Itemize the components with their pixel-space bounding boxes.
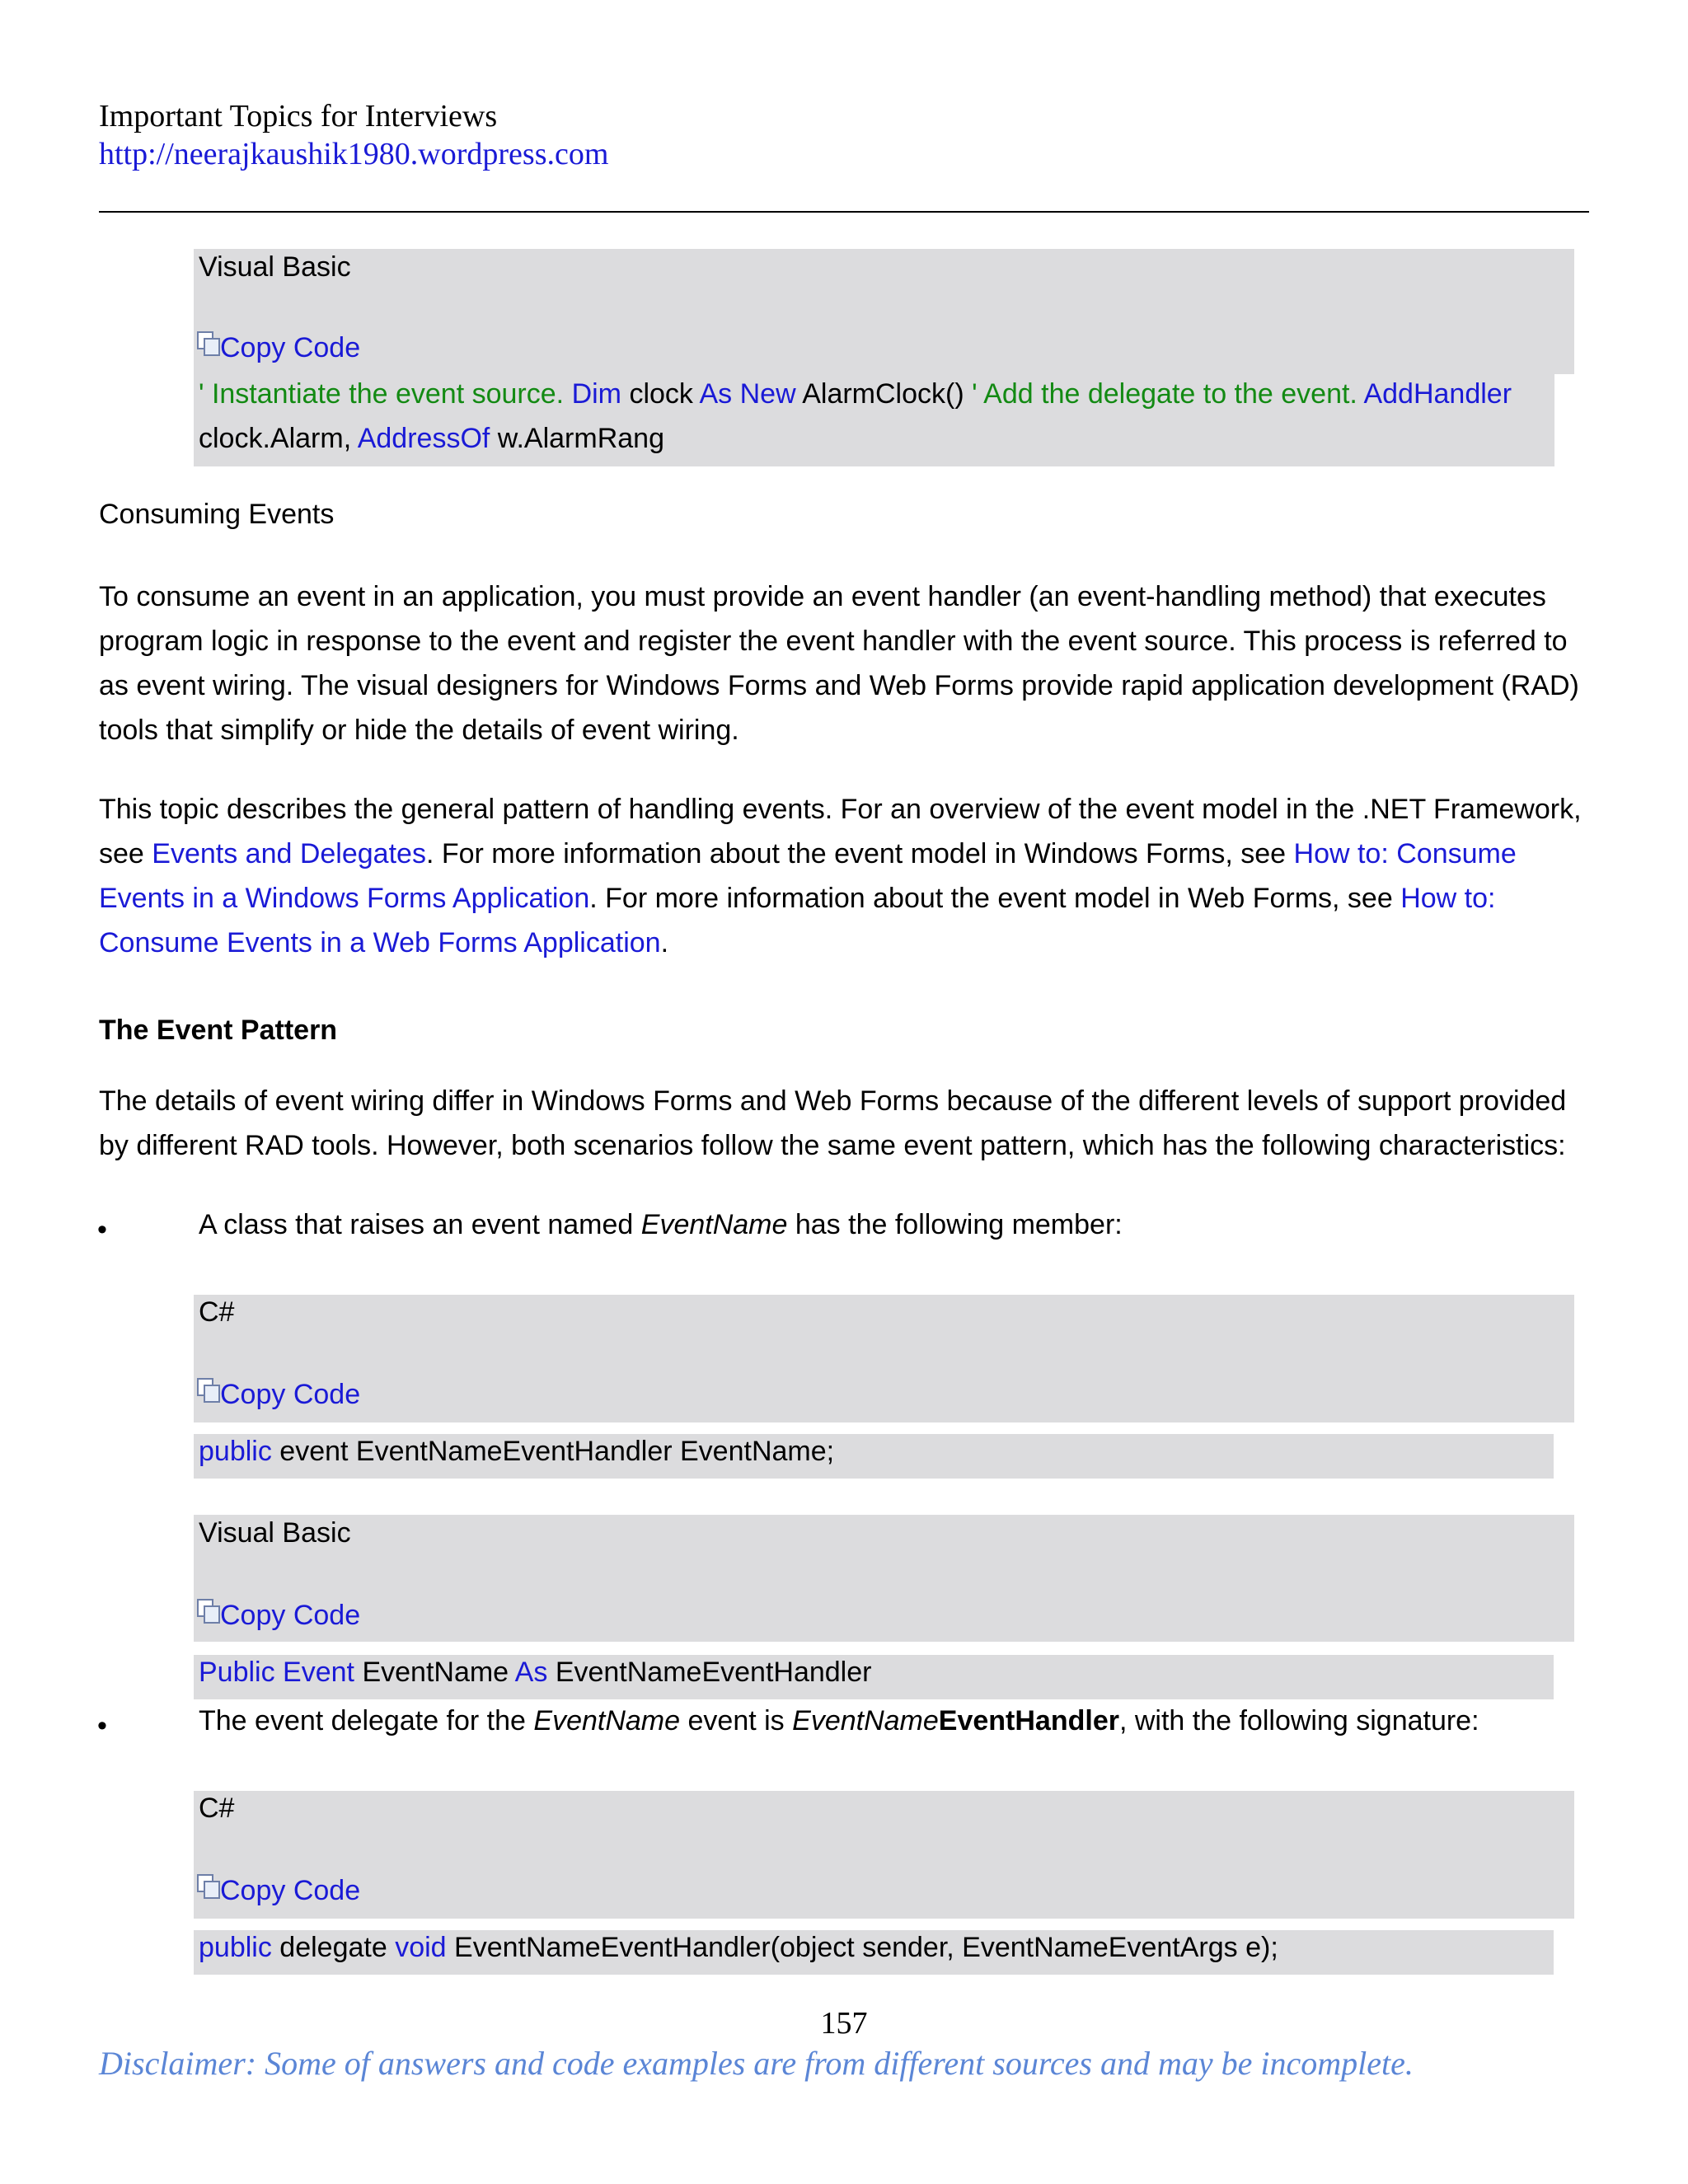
copy-icon xyxy=(197,1599,218,1622)
header-url-link[interactable]: http://neerajkaushik1980.wordpress.com xyxy=(99,137,609,171)
footer-disclaimer: Disclaimer: Some of answers and code examples are from different sources and may be incomplete. xyxy=(99,2045,1414,2082)
paragraph-text: . For more information about the event model in Web Forms, see xyxy=(589,883,1393,914)
copy-code-button[interactable] xyxy=(197,1874,360,1907)
code-line xyxy=(199,372,1512,416)
copy-code-label: Copy Code xyxy=(220,1875,361,1906)
code-text: clock.Alarm, xyxy=(199,423,352,454)
link-events-and-delegates[interactable]: Events and Delegates xyxy=(152,838,426,869)
copy-code-label: Copy Code xyxy=(220,1379,361,1410)
copy-code-button[interactable] xyxy=(197,331,360,364)
bullet-marker: • xyxy=(97,1214,107,1245)
code-keyword: AddHandler xyxy=(1363,378,1512,410)
code-line xyxy=(199,416,664,461)
copy-icon xyxy=(197,1378,218,1401)
copy-code-button[interactable] xyxy=(197,1378,360,1411)
code-keyword: Dim xyxy=(571,378,621,410)
section-title: Consuming Events xyxy=(99,499,335,530)
code-block-header-vb xyxy=(194,1515,1574,1642)
paragraph-text: . xyxy=(660,927,669,958)
code-line xyxy=(199,1650,871,1694)
section-heading: The Event Pattern xyxy=(99,1015,338,1046)
code-comment: ' Instantiate the event source. xyxy=(199,378,565,410)
copy-code-button[interactable] xyxy=(197,1599,360,1632)
bullet-bold: EventHandler xyxy=(938,1705,1119,1736)
code-keyword: public xyxy=(199,1932,272,1963)
paragraph xyxy=(99,787,1592,965)
bullet-text xyxy=(199,1704,1479,1737)
code-text: EventName xyxy=(362,1657,509,1688)
code-block-header-csharp xyxy=(194,1295,1574,1422)
code-keyword: As New xyxy=(699,378,796,410)
bullet-text xyxy=(199,1208,1123,1241)
code-language-label: Visual Basic xyxy=(199,251,351,283)
bullet-emphasis: EventName xyxy=(640,1209,788,1240)
bullet-text-part: event is xyxy=(687,1705,785,1736)
code-comment: ' Add the delegate to the event. xyxy=(972,378,1357,410)
code-text: EventNameEventHandler xyxy=(555,1657,872,1688)
copy-icon xyxy=(197,331,218,354)
code-block-header-vb xyxy=(194,249,1574,374)
code-text: EventNameEventHandler(object sender, EventNameEventArgs e); xyxy=(454,1932,1278,1963)
bullet-text-part: has the following member: xyxy=(795,1209,1123,1240)
page-number: 157 xyxy=(820,2006,868,2041)
paragraph-text: . For more information about the event model in Windows Forms, see xyxy=(425,838,1287,869)
code-keyword: As xyxy=(514,1657,548,1688)
code-language-label: C# xyxy=(199,1296,235,1328)
code-text: delegate xyxy=(279,1932,387,1963)
paragraph-text: This topic describes the general pattern of handling events. For an overview of the event model in the .NET Framework, see xyxy=(99,794,1582,869)
code-keyword: void xyxy=(395,1932,447,1963)
code-language-label: Visual Basic xyxy=(199,1517,351,1549)
bullet-emphasis: EventName xyxy=(792,1705,939,1736)
code-text: AlarmClock() xyxy=(802,378,964,410)
code-block-header-csharp xyxy=(194,1791,1574,1919)
code-keyword: Public Event xyxy=(199,1657,354,1688)
code-text: w.AlarmRang xyxy=(497,423,664,454)
copy-code-label: Copy Code xyxy=(220,332,361,363)
code-language-label: C# xyxy=(199,1793,235,1824)
paragraph: To consume an event in an application, you must provide an event handler (an event-handling method) that executes program logic in response to the event and register the event handler with the event source. This process is referred to as event wiring. The visual designers for Windows Forms and Web Forms provide rapid application development (RAD) tools that simplify or hide the details of event wiring. xyxy=(99,581,1579,746)
bullet-emphasis: EventName xyxy=(533,1705,681,1736)
paragraph: The details of event wiring differ in Windows Forms and Web Forms because of the different levels of support provided by different RAD tools. However, both scenarios follow the same event pattern, which has the following characteristics: xyxy=(99,1085,1567,1161)
code-text: event EventNameEventHandler EventName; xyxy=(279,1436,835,1467)
link-consume-events-web-forms[interactable]: How to: Consume Events in a Web Forms Application xyxy=(99,883,1496,958)
bullet-text-part: A class that raises an event named xyxy=(199,1209,634,1240)
code-keyword: AddressOf xyxy=(357,423,490,454)
link-consume-events-windows-forms[interactable]: How to: Consume Events in a Windows Forms Application xyxy=(99,838,1517,914)
copy-icon xyxy=(197,1874,218,1897)
bullet-text-part: The event delegate for the xyxy=(199,1705,526,1736)
header-divider xyxy=(99,211,1589,213)
code-keyword: public xyxy=(199,1436,272,1467)
header-title: Important Topics for Interviews xyxy=(99,99,498,134)
bullet-text-part: , with the following signature: xyxy=(1118,1705,1479,1736)
code-text: clock xyxy=(629,378,693,410)
code-line xyxy=(199,1925,1278,1970)
bullet-marker: • xyxy=(97,1710,107,1741)
copy-code-label: Copy Code xyxy=(220,1600,361,1631)
code-line xyxy=(199,1429,834,1474)
